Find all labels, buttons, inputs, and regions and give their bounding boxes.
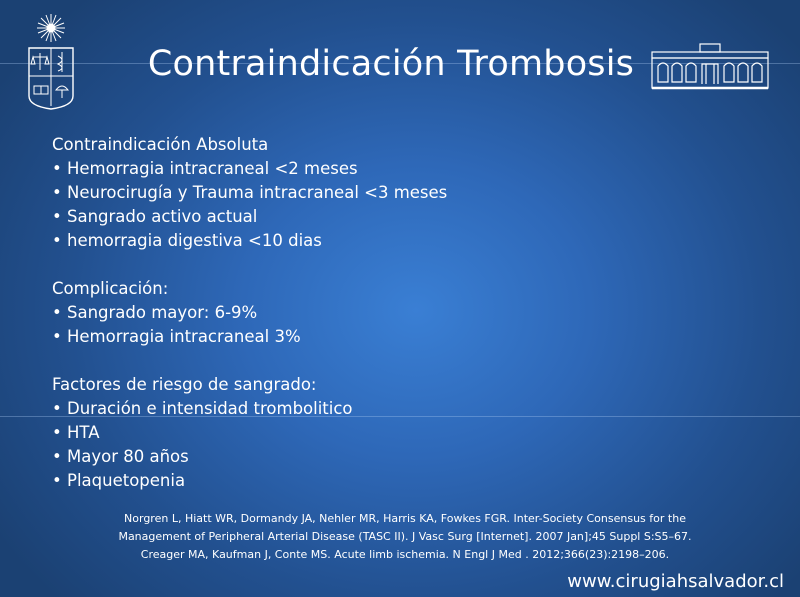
slide-body xyxy=(52,133,447,493)
slide-title: Contraindicación Trombosis xyxy=(147,44,635,84)
bullet-icon: • xyxy=(52,159,62,178)
bullet-icon: • xyxy=(52,471,62,490)
bullet-icon: • xyxy=(52,447,62,466)
section-spacer xyxy=(52,253,447,277)
list-item-text: Sangrado activo actual xyxy=(67,207,258,226)
list-item-text: Mayor 80 años xyxy=(67,447,189,466)
list-item-text: Neurocirugía y Trauma intracraneal <3 meses xyxy=(67,183,448,202)
list-item-text: Hemorragia intracraneal <2 meses xyxy=(67,159,358,178)
list-item-text: hemorragia digestiva <10 dias xyxy=(67,231,322,250)
list-item xyxy=(52,445,447,469)
list-item xyxy=(52,181,447,205)
section-heading-contraindicacion: Contraindicación Absoluta xyxy=(52,135,269,154)
list-item-text: Hemorragia intracraneal 3% xyxy=(67,327,301,346)
bullet-icon: • xyxy=(52,303,62,322)
list-item-text: Duración e intensidad trombolitico xyxy=(67,399,353,418)
bullet-icon: • xyxy=(52,327,62,346)
list-item xyxy=(52,157,447,181)
list-item-text: Plaquetopenia xyxy=(67,471,186,490)
list-item xyxy=(52,421,447,445)
list-item-text: Sangrado mayor: 6-9% xyxy=(67,303,258,322)
list-item-text: HTA xyxy=(67,423,100,442)
bullet-icon: • xyxy=(52,423,62,442)
list-item xyxy=(52,205,447,229)
bullet-icon: • xyxy=(52,207,62,226)
reference-line: Management of Peripheral Arterial Disease (TASC II). J Vasc Surg [Internet]. 2007 Jan];45 Suppl S:S5–67. xyxy=(118,530,692,543)
bullet-icon: • xyxy=(52,399,62,418)
footer-url: www.cirugiahsalvador.cl xyxy=(567,571,784,592)
section-heading-complicacion: Complicación: xyxy=(52,279,169,298)
section-heading-factores-riesgo: Factores de riesgo de sangrado: xyxy=(52,375,317,394)
bullet-icon: • xyxy=(52,231,62,250)
reference-line: Creager MA, Kaufman J, Conte MS. Acute limb ischemia. N Engl J Med . 2012;366(23):2198–206. xyxy=(140,548,670,561)
list-item xyxy=(52,301,447,325)
references-block xyxy=(60,510,750,564)
bullet-icon: • xyxy=(52,183,62,202)
list-item xyxy=(52,325,447,349)
list-item xyxy=(52,397,447,421)
reference-line: Norgren L, Hiatt WR, Dormandy JA, Nehler MR, Harris KA, Fowkes FGR. Inter-Society Consensus for the xyxy=(124,512,686,525)
list-item xyxy=(52,469,447,493)
list-item xyxy=(52,229,447,253)
section-spacer xyxy=(52,349,447,373)
